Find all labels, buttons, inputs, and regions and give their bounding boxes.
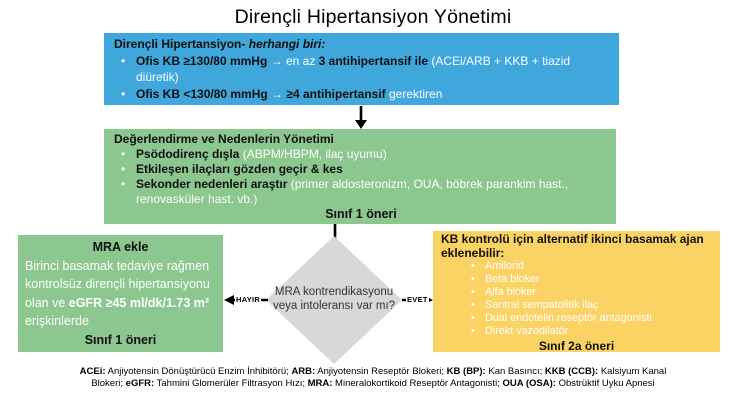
mra-add-box [18,235,223,352]
class-1-recommendation-label: Sınıf 1 öneri [325,206,397,221]
yes-branch-arrow [402,293,433,307]
bullet-marker: • [471,273,475,285]
evaluation-bullet-1 [114,147,608,162]
bullet-marker: • [121,146,126,161]
footnote-line-1: ACEi: Anjiyotensin Dönüştürücü Enzim İnhibitörü; ARB: Anjiyotensin Reseptör Blokeri; KB (BP): Kan Basıncı; KKB (CCB): Kalsiyum Kanal [79,366,667,377]
bullet-marker: • [471,286,475,298]
alternative-item-3 [441,286,712,299]
evaluation-box [104,129,616,224]
bullet-marker: • [471,312,475,324]
bullet-marker: • [471,260,475,272]
arrow-down-definition-to-evaluation [354,106,368,129]
decision-question-line-2: veya intoleransı var mı? [272,300,396,312]
class-1-recommendation-label: Sınıf 1 öneri [84,332,157,347]
decision-question [262,285,406,313]
alternative-item-3-text: Alfa bloker [485,286,537,298]
abbreviations-footnote [0,366,746,390]
alternative-item-5 [441,312,712,325]
page-title: Dirençli Hipertansiyon Yönetimi [234,6,512,28]
bullet-marker: • [121,161,126,176]
evaluation-bullet-2-text: Etkileşen ilaçları gözden geçir & kes [136,161,343,176]
alternative-item-1-text: Amilorid [485,260,524,272]
bullet-marker: • [121,53,126,68]
evaluation-box-header: Değerlendirme ve Nedenlerin Yönetimi [114,132,334,146]
yes-label: EVET [407,295,428,304]
alternative-item-2 [441,273,712,286]
bullet-marker: • [121,176,126,191]
definition-box-header: Dirençli Hipertansiyon- herhangi biri: [114,37,326,51]
alternative-box-header: KB kontrolü için alternatif ikinci basamak ajan eklenebilir: [441,232,704,260]
definition-bullet-2-text: Ofis KB <130/80 mmHg → ≥4 antihipertansif gerektiren [136,86,443,101]
evaluation-bullet-3-text: Sekonder nedenleri araştır (primer aldosteronizm, OUA, böbrek parankim hast., renovasküler hast. vb.) [136,176,569,206]
mra-box-body: Birinci basamak tedaviye rağmen kontrolsüz dirençli hipertansiyonu olan ve eGFR ≥45 ml/dk/1.73 m² erişkinlerde [25,258,210,329]
bullet-marker: • [471,325,475,337]
evaluation-bullet-3 [114,177,608,207]
footnote-line-2: Blokeri; eGFR: Tahmini Glomerüler Filtrasyon Hızı; MRA: Mineralokortikoid Reseptör Antagonisti; OUA (OSA): Obstrüktif Uyku Apnesi [91,378,655,390]
no-branch-arrow [224,293,268,307]
definition-bullet-2 [114,86,611,103]
definition-bullet-1 [114,53,611,86]
alternative-item-1 [441,260,712,273]
alternative-agents-box [433,231,720,352]
alternative-item-5-text: Dual endotelin reseptör antagonisti [485,312,652,324]
evaluation-bullet-2 [114,162,608,177]
alternative-item-6-text: Direkt vazodilatör [485,325,569,337]
bullet-marker: • [121,86,126,101]
no-label: HAYIR [236,295,261,304]
class-2a-recommendation-label: Sınıf 2a öneri [538,339,615,353]
alternative-item-6 [441,325,712,338]
arrow-down-icon [354,106,368,129]
alternative-item-2-text: Beta bloker [485,273,540,285]
alternative-item-4 [441,299,712,312]
evaluation-bullet-1-text: Psödodirenç dışla (ABPM/HBPM, ilaç uyumu) [136,146,387,161]
definition-bullet-1-text: Ofis KB ≥130/80 mmHg → en az 3 antihipertansif ile (ACEi/ARB + KKB + tiazid diüretik) [136,53,571,84]
definition-box [104,33,619,105]
mra-box-header: MRA ekle [92,240,149,254]
decision-diamond [266,236,402,364]
alternative-item-4-text: Santral sempatolitik ilaç [485,299,599,311]
decision-question-line-1: MRA kontrendikasyonu [274,286,394,298]
bullet-marker: • [471,299,475,311]
